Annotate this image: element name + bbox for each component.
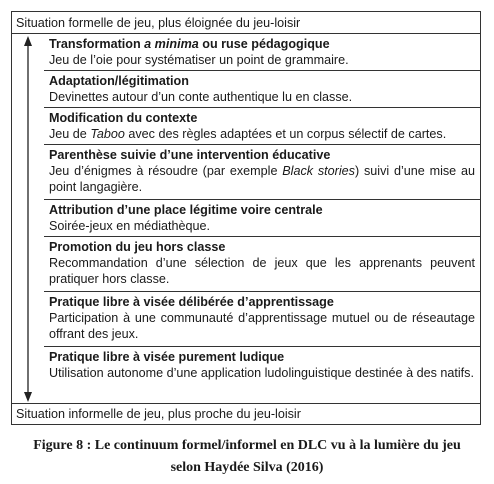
step-description: Jeu de Taboo avec des règles adaptées et un corpus sélectif de cartes. bbox=[49, 127, 447, 141]
caption-line-1: Figure 8 : Le continuum formel/informel en DLC vu à la lumière du jeu bbox=[33, 438, 461, 453]
step-title: Pratique libre à visée délibérée d’apprentissage bbox=[49, 295, 334, 309]
step-title: Transformation a minima ou ruse pédagogique bbox=[49, 37, 330, 51]
step-description: Utilisation autonome d’une application ludolinguistique destinée à des natifs. bbox=[49, 366, 474, 380]
step-box bbox=[44, 145, 481, 200]
step-description: Soirée-jeux en médiathèque. bbox=[49, 219, 211, 233]
step-box bbox=[44, 292, 481, 347]
double-arrow-icon bbox=[20, 34, 36, 404]
formal-situation-label: Situation formelle de jeu, plus éloignée du jeu-loisir bbox=[12, 12, 480, 34]
diagram-frame bbox=[11, 11, 481, 425]
step-box bbox=[44, 200, 481, 237]
step-box bbox=[44, 108, 481, 145]
step-description: Recommandation d’une sélection de jeux que les apprenants peuvent pratiquer hors classe. bbox=[49, 256, 475, 286]
step-title: Attribution d’une place légitime voire centrale bbox=[49, 203, 323, 217]
step-description: Devinettes autour d’un conte authentique lu en classe. bbox=[49, 90, 353, 104]
step-box bbox=[44, 71, 481, 108]
step-title: Promotion du jeu hors classe bbox=[49, 240, 226, 254]
step-box bbox=[44, 237, 481, 292]
caption-line-2: selon Haydée Silva (2016) bbox=[170, 460, 324, 475]
step-title: Parenthèse suivie d’une intervention éducative bbox=[49, 148, 331, 162]
step-box bbox=[44, 34, 481, 71]
step-description: Participation à une communauté d’apprentissage mutuel ou de réseautage offrant des jeux. bbox=[49, 311, 475, 341]
step-box bbox=[44, 347, 481, 404]
step-title: Adaptation/légitimation bbox=[49, 74, 189, 88]
informal-situation-label: Situation informelle de jeu, plus proche du jeu-loisir bbox=[12, 403, 480, 424]
figure-caption bbox=[0, 435, 494, 479]
step-title: Pratique libre à visée purement ludique bbox=[49, 350, 285, 364]
step-description: Jeu de l’oie pour systématiser un point de grammaire. bbox=[49, 53, 349, 67]
step-title: Modification du contexte bbox=[49, 111, 198, 125]
step-description: Jeu d’énigmes à résoudre (par exemple Black stories) suivi d’une mise au point langagière. bbox=[49, 164, 475, 194]
